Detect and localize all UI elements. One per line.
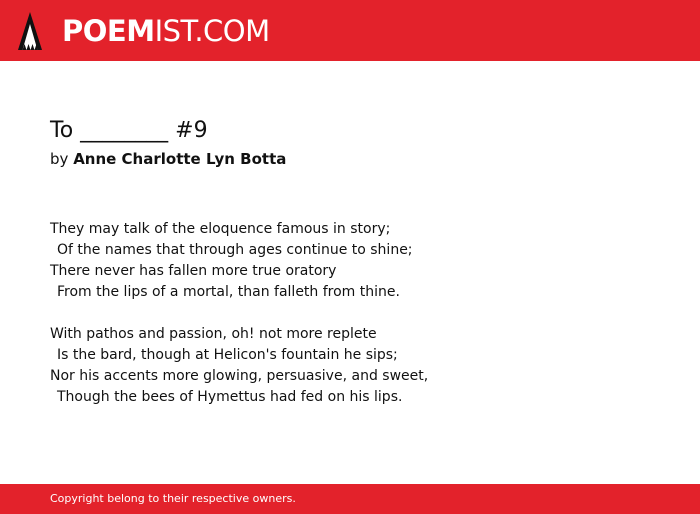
copyright-notice: Copyright belong to their respective owners. — [50, 492, 296, 505]
poem-line: Is the bard, though at Helicon's fountain he sips; — [57, 347, 398, 363]
stanza-break — [50, 303, 428, 324]
poem-line: They may talk of the eloquence famous in story; — [50, 221, 391, 237]
poem-title: To ________ #9 — [50, 118, 208, 143]
author-name[interactable]: Anne Charlotte Lyn Botta — [73, 150, 287, 168]
poem-line: From the lips of a mortal, than falleth from thine. — [57, 284, 400, 300]
logo-bold-text: POEM — [62, 14, 155, 48]
poem-line: There never has fallen more true oratory — [50, 263, 337, 279]
site-logo[interactable] — [62, 13, 270, 49]
site-header — [0, 0, 700, 61]
by-label: by — [50, 150, 69, 168]
poem-line: Though the bees of Hymettus had fed on his lips. — [57, 389, 403, 405]
poem-line: Of the names that through ages continue to shine; — [57, 242, 413, 258]
byline — [50, 149, 286, 169]
poem-body — [50, 219, 428, 408]
poem-line: With pathos and passion, oh! not more replete — [50, 326, 377, 342]
logo-light-text: IST.COM — [154, 14, 270, 48]
pencil-icon[interactable] — [17, 11, 43, 51]
poem-line: Nor his accents more glowing, persuasive, and sweet, — [50, 368, 429, 384]
site-footer — [0, 484, 700, 514]
